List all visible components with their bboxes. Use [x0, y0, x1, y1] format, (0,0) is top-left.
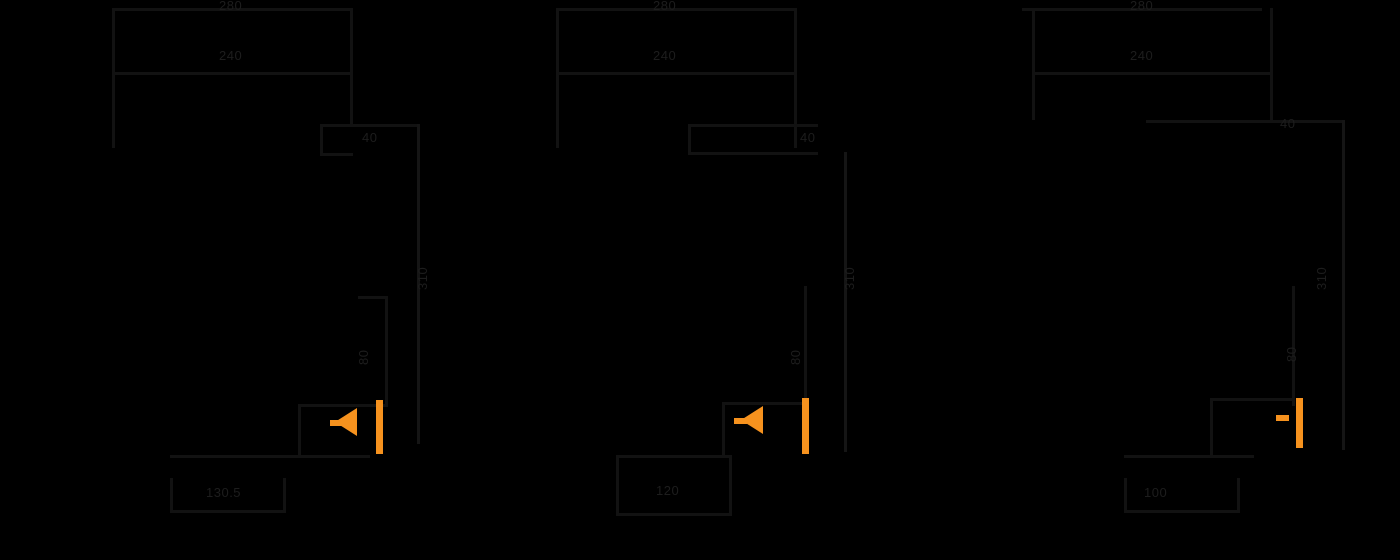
left-inner-vertical: [385, 296, 388, 406]
right-bottom-label: 100: [1144, 485, 1168, 500]
center-small-dim-top: [688, 124, 818, 127]
left-bottom-line: [170, 455, 370, 458]
right-shelf-line: [1210, 398, 1294, 401]
left-small-dim-label: 40: [362, 130, 378, 145]
left-top-ext-left: [112, 8, 115, 148]
center-marker-stem[interactable]: [802, 398, 809, 454]
right-bottom-line: [1124, 455, 1254, 458]
right-outer-vertical-label: 310: [1314, 266, 1329, 290]
left-second-dimension-label: 240: [219, 48, 243, 63]
panel-left: [0, 0, 466, 560]
left-bottom-label: 130.5: [206, 485, 242, 500]
left-inner-vertical-cap: [358, 296, 387, 299]
center-top-ext-left: [556, 8, 559, 148]
left-shelf-line: [298, 404, 388, 407]
center-small-dim-bottom: [688, 152, 818, 155]
left-inner-vertical-label: 80: [356, 349, 371, 365]
right-second-dimension-line: [1032, 72, 1272, 75]
panel-center: [466, 0, 932, 560]
right-outer-vertical: [1342, 120, 1345, 450]
center-inner-vertical: [804, 286, 807, 406]
center-top-ext-right: [794, 8, 797, 148]
right-top-ext-right: [1270, 8, 1273, 120]
center-second-dimension-label: 240: [653, 48, 677, 63]
right-shelf-drop: [1210, 398, 1213, 456]
center-top-dimension-label: 280: [653, 0, 677, 13]
left-second-dimension-line: [112, 72, 352, 75]
left-marker-stem[interactable]: [376, 400, 383, 454]
center-small-dim-ext: [688, 124, 691, 155]
right-top-ext-left: [1032, 8, 1035, 120]
center-bottom-label: 120: [656, 483, 680, 498]
center-small-dim-label: 40: [800, 130, 816, 145]
left-top-dimension-label: 280: [219, 0, 243, 13]
left-small-dim-bottom: [320, 153, 353, 156]
center-inner-vertical-label: 80: [788, 349, 803, 365]
right-second-dimension-label: 240: [1130, 48, 1154, 63]
center-second-dimension-line: [556, 72, 796, 75]
right-bottom-box: [1124, 478, 1240, 513]
center-shelf-drop: [722, 402, 725, 456]
center-outer-vertical-label: 310: [842, 266, 857, 290]
right-marker-tick[interactable]: [1276, 415, 1289, 421]
right-top-dimension-label: 280: [1130, 0, 1154, 13]
center-marker-tick[interactable]: [734, 418, 747, 424]
right-small-dim-top: [1146, 120, 1342, 123]
left-shelf-drop: [298, 404, 301, 456]
right-marker-stem[interactable]: [1296, 398, 1303, 448]
center-outer-vertical: [844, 152, 847, 452]
left-top-ext-right: [350, 8, 353, 126]
left-marker-tick[interactable]: [330, 420, 343, 426]
panel-right: [932, 0, 1398, 560]
left-small-dim-ext: [320, 124, 323, 156]
right-inner-vertical-label: 80: [1284, 346, 1299, 362]
center-shelf-line: [722, 402, 806, 405]
left-small-dim-top: [320, 124, 418, 127]
right-small-dim-label: 40: [1280, 116, 1296, 131]
left-outer-vertical-label: 310: [415, 266, 430, 290]
